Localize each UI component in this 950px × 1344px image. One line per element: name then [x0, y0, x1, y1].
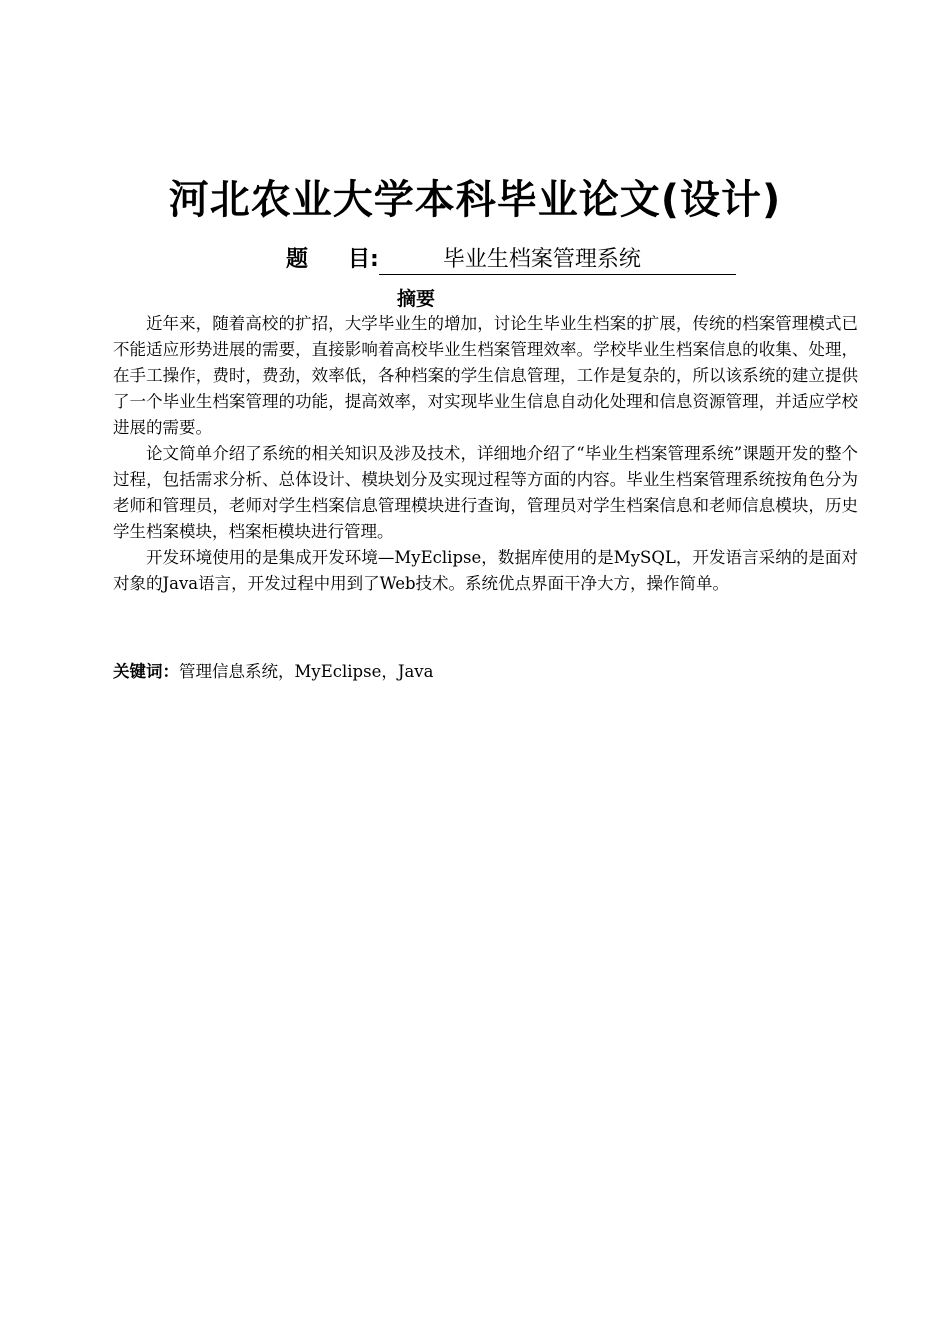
subject-line [286, 243, 736, 277]
subject-label-first: 题 [286, 247, 309, 272]
thesis-title: 河北农业大学本科毕业论文(设计) [168, 177, 782, 223]
abstract-body [113, 311, 858, 597]
abstract-heading: 摘要 [396, 288, 435, 310]
keywords-line [113, 659, 858, 685]
subject-label [286, 243, 379, 277]
abstract-paragraph: 近年来，随着高校的扩招，大学毕业生的增加，讨论生毕业生档案的扩展，传统的档案管理模式已不能适应形势进展的需要，直接影响着高校毕业生档案管理效率。学校毕业生档案信息的收集、处理，在手工操作，费时，费劲，效率低，各种档案的学生信息管理，工作是复杂的，所以该系统的建立提供了一个毕业生档案管理的功能，提高效率，对实现毕业生信息自动化处理和信息资源管理，并适应学校进展的需要。 [113, 314, 858, 437]
abstract-paragraph: 论文简单介绍了系统的相关知识及涉及技术，详细地介绍了“毕业生档案管理系统”课题开发的整个过程，包括需求分析、总体设计、模块划分及实现过程等方面的内容。毕业生档案管理系统按角色分为老师和管理员，老师对学生档案信息管理模块进行查询，管理员对学生档案信息和老师信息模块，历史学生档案模块，档案柜模块进行管理。 [113, 444, 858, 541]
subject-label-second: 目: [348, 247, 379, 272]
keywords-value: 管理信息系统，MyEclipse，Java [179, 662, 434, 681]
keywords-label: 关键词： [113, 662, 179, 681]
abstract-paragraph: 开发环境使用的是集成开发环境—MyEclipse，数据库使用的是MySQL，开发语言采纳的是面对对象的Java语言，开发过程中用到了Web技术。系统优点界面干净大方，操作简单。 [113, 548, 858, 593]
subject-value: 毕业生档案管理系统 [379, 246, 736, 275]
